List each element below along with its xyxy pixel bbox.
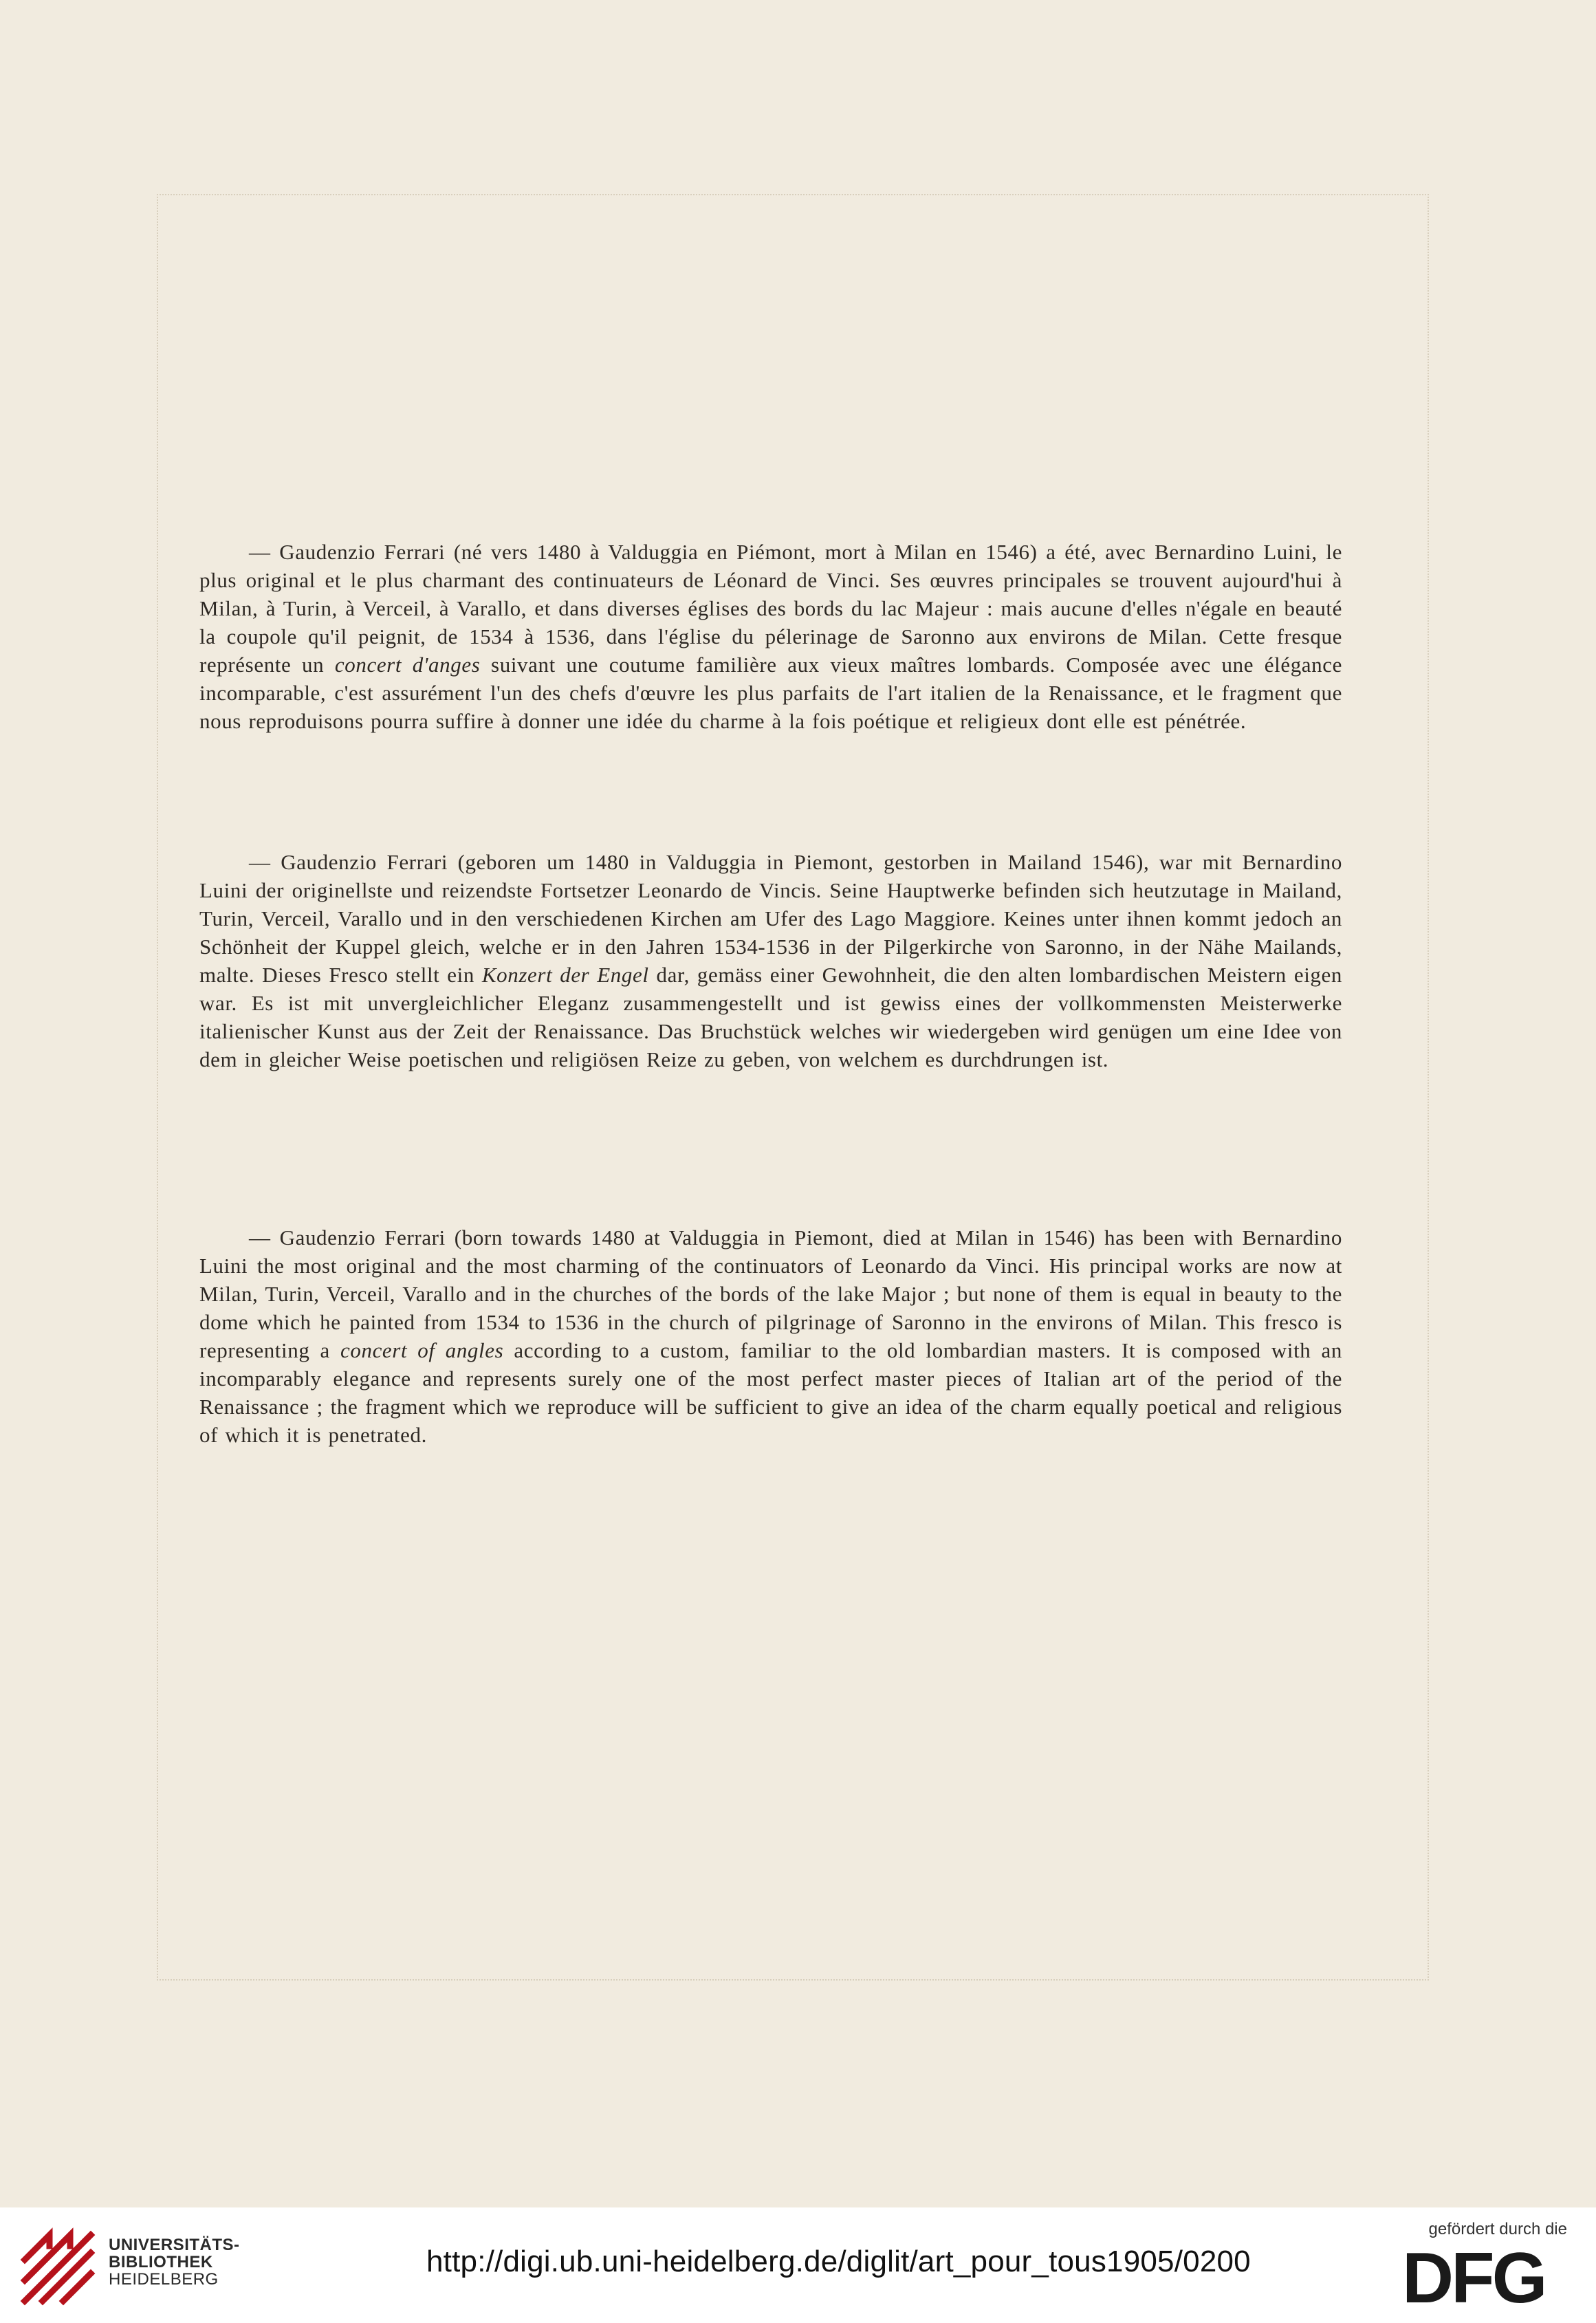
library-name-line: HEIDELBERG bbox=[109, 2270, 219, 2289]
paragraph-text: — Gaudenzio Ferrari (né vers 1480 à Valduggia en Piémont, mort à Milan en 1546) a été, avec Bernardino Luini, le plus original et le plus charmant des continuateurs de Léonard de Vinci. Ses œuvres principales se trouvent aujourd'hui à Milan, à Turin, à Verceil, à Varallo, et dans diverses églises des bords du lac Majeur : mais aucune d'elles n'égale en beauté la coupole qu'il peignit, de 1534 à 1536, dans l'église du pélerinage de Saronno aux environs de Milan. Cette fresque représente un bbox=[199, 540, 1342, 677]
italic-phrase: concert d'anges bbox=[334, 653, 481, 677]
paragraph-french bbox=[199, 538, 1342, 735]
digitization-footer bbox=[0, 2207, 1596, 2323]
library-name bbox=[109, 2236, 240, 2288]
funding-label: gefördert durch die bbox=[1428, 2220, 1567, 2238]
paragraph-german bbox=[199, 848, 1342, 1073]
italic-phrase: concert of angles bbox=[340, 1338, 504, 1362]
permalink-url[interactable]: http://digi.ub.uni-heidelberg.de/diglit/art_pour_tous1905/0200 bbox=[426, 2245, 1251, 2278]
paragraph-text: dar, gemäss einer Gewohnheit, die den alten lombardischen Meistern eigen war. Es ist mit unvergleichlicher Eleganz zusammengestellt und ist gewiss eines der vollkommensten Meisterwerke italienischer Kunst aus der Zeit der Renaissance. Das Bruchstück welches wir wiedergeben wird genügen um eine Idee von dem in gleicher Weise poetischen und religiösen Reize zu geben, von welchem es durchdrungen ist. bbox=[199, 963, 1342, 1071]
paragraph-english bbox=[199, 1223, 1342, 1449]
paragraph-text: — Gaudenzio Ferrari (geboren um 1480 in Valduggia in Piemont, gestorben in Mailand 1546), war mit Bernardino Luini der originellste und reizendste Fortsetzer Leonardo de Vincis. Seine Hauptwerke befinden sich heutzutage in Mailand, Turin, Verceil, Varallo und in den verschiedenen Kirchen am Ufer des Lago Maggiore. Keines unter ihnen kommt jedoch an Schönheit der Kuppel gleich, welche er in den Jahren 1534-1536 in der Pilgerkirche von Saronno, in der Nähe Mailands, malte. Dieses Fresco stellt ein bbox=[199, 850, 1342, 987]
library-name-line: BIBLIOTHEK bbox=[109, 2253, 213, 2271]
paragraph-text: — Gaudenzio Ferrari (born towards 1480 at Valduggia in Piemont, died at Milan in 1546) has been with Bernardino Luini the most original and the most charming of the continuators of Leonardo da Vinci. His principal works are now at Milan, Turin, Verceil, Varallo and in the churches of the bords of the lake Major ; but none of them is equal in beauty to the dome which he painted from 1534 to 1536 in the church of pilgrinage of Saronno in the environs of Milan. This fresco is representing a bbox=[199, 1225, 1342, 1362]
paragraph-text: suivant une coutume familière aux vieux maîtres lombards. Composée avec une élégance incomparable, c'est assurément l'un des chefs d'œuvre les plus parfaits de l'art italien de la Renaissance, et le fragment que nous reproduisons pourra suffire à donner une idée du charme à la fois poétique et religieux dont elle est pénétrée. bbox=[199, 653, 1342, 733]
library-name-line: UNIVERSITÄTS- bbox=[109, 2236, 240, 2254]
plate-mark-border bbox=[157, 194, 1429, 1981]
paragraph-text: according to a custom, familiar to the old lombardian masters. It is composed with an incomparably elegance and represents surely one of the most perfect master pieces of Italian art of the period of the Renaissance ; the fragment which we reproduce will be sufficient to give an idea of the charm equally poetical and religious of which it is penetrated. bbox=[199, 1338, 1342, 1447]
dfg-logo-text: DFG bbox=[1402, 2245, 1545, 2308]
italic-phrase: Konzert der Engel bbox=[481, 963, 649, 987]
university-library-logo-icon[interactable] bbox=[15, 2225, 98, 2308]
dfg-logo-icon[interactable] bbox=[1402, 2245, 1567, 2308]
